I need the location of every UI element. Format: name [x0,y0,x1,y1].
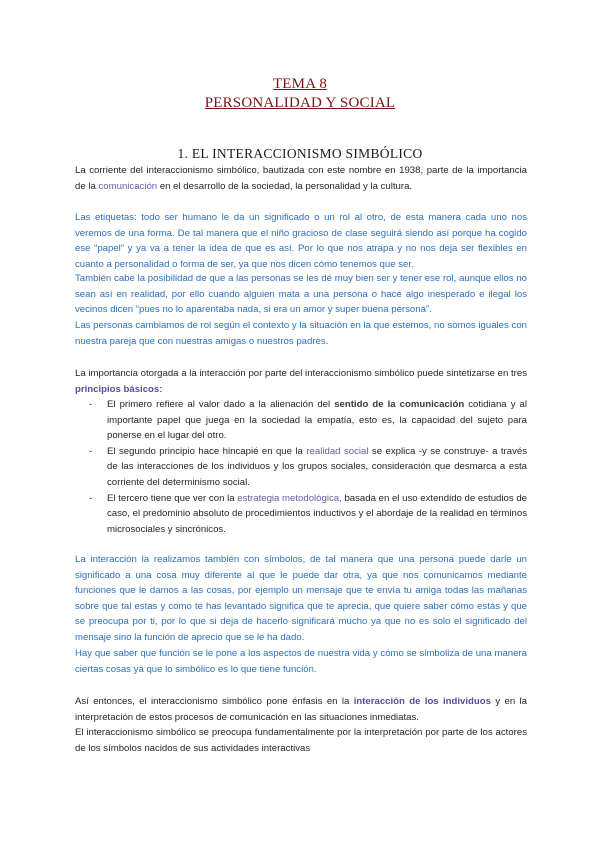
dash-bullet: - [89,399,93,410]
list-item [75,491,527,538]
bullet-text-after: se explica -y se construye- a través de las interacciones de los individuos y los grupos sociales, consideración que desmarca a esta corriente del determinismo social. [107,445,527,488]
intro-text-before: La corriente del interaccionismo simbólico, bautizada con este nombre en 1938, parte de la importancia de la [75,165,527,192]
dash-bullet: - [89,445,93,457]
conclusion-paragraph [75,694,527,725]
principles-list [75,397,527,537]
bullet-highlight: realidad social [306,445,369,457]
role-possibility-paragraph: También cabe la posibilidad de que a las personas se les dé muy bien ser y tener ese rol, aunque ellos no sean así en realidad, por ello cuando alguien mata a una persona o hace algo inesperado e ilegal los vecinos dicen “pues no lo aparentaba nada, si era un amor y super buena persona”. [75,273,527,316]
intro-highlight: comunicación [98,180,158,192]
bullet-text-before: El segundo principio hace hincapié en que la [107,445,307,457]
bullet-text-before: El primero refiere al valor dado a la alienación del [107,399,335,410]
intro-text-after: en el desarrollo de la sociedad, la personalidad y la cultura. [157,180,413,192]
bullet-highlight: estrategia metodológica, [237,492,342,504]
symbols-paragraph: La interacción la realizamos también con símbolos, de tal manera que una persona puede darle un significado a una cosa muy diferente al que le puede dar otra, ya que nos comunicamos mediante funciones que le damos a las cosas, por ejemplo un mensaje que te envía tu amiga todas las mañanas sobre que tal estas y como te has levantado significa que te aprecia, que quiere saber cómo estás y que se preocupa por ti, por lo que si deja de hacerlo significará mucho ya que no es solo el significado del mensaje sino la función de aprecio que se le ha dado. [75,554,527,643]
bullet-text-after: basada en el uso extendido de estudios de caso, el predominio absoluto de procedimientos inductivos y el abordaje de la realidad en términos microsociales y sincrónicos. [107,492,527,535]
principles-intro-paragraph [75,366,527,397]
conclusion-second-paragraph: El interaccionismo simbólico se preocupa fundamentalmente por la interpretación por parte de los actores de los símbolos nacidos de sus actividades interactivas [75,727,527,754]
conclusion-highlight: interacción de los individuos [353,696,491,707]
bullet-text-before: El tercero tiene que ver con la [107,492,238,504]
function-paragraph: Hay que saber que función se le pone a los aspectos de nuestra vida y cómo se simboliza de una manera ciertas cosas ya que lo simbólico es lo que tiene función. [75,648,527,675]
labels-paragraph: Las etiquetas: todo ser humano le da un significado o un rol al otro, de esta manera cada uno nos veremos de una forma. De tal manera que el niño gracioso de clase seguirá siendo así porque ha cogido ese “papel” y ya va a tener la idea de que es así. Por lo que nos atrapa y no nos deja ser flexibles en cuanto a personalidad o forma de ser, ya que nos dicen cómo tenemos que ser. [75,212,527,270]
principles-text-before: La importancia otorgada a la interacción por parte del interaccionismo simbólico puede sintetizarse en tres [75,368,527,379]
section-heading: 1. EL INTERACCIONISMO SIMBÓLICO [177,146,423,161]
page-title-topic: TEMA 8 [272,76,328,92]
list-item [75,397,527,444]
principles-highlight: principios básicos: [75,383,163,395]
bullet-text-after: cotidiana y al importante papel que juega en la sociedad la empatía, esto es, la capacidad del sujeto para ponerse en el lugar del otro. [107,399,528,442]
role-change-paragraph: Las personas cambiamos de rol según el contexto y la situación en la que estemos, no somos iguales con nuestra pareja que con nuestras amigas o nuestros padres. [75,320,527,347]
conclusion-text-after: y en la interpretación de estos procesos de comunicación en las situaciones inmediatas. [75,696,527,723]
bullet-highlight: sentido de la comunicación [334,399,465,410]
intro-paragraph [75,163,527,194]
page-title-subject: PERSONALIDAD Y SOCIAL [204,95,396,111]
list-item [75,444,527,491]
conclusion-text-before: Así entonces, el interaccionismo simbólico pone énfasis en la [75,696,354,707]
dash-bullet: - [89,492,93,504]
